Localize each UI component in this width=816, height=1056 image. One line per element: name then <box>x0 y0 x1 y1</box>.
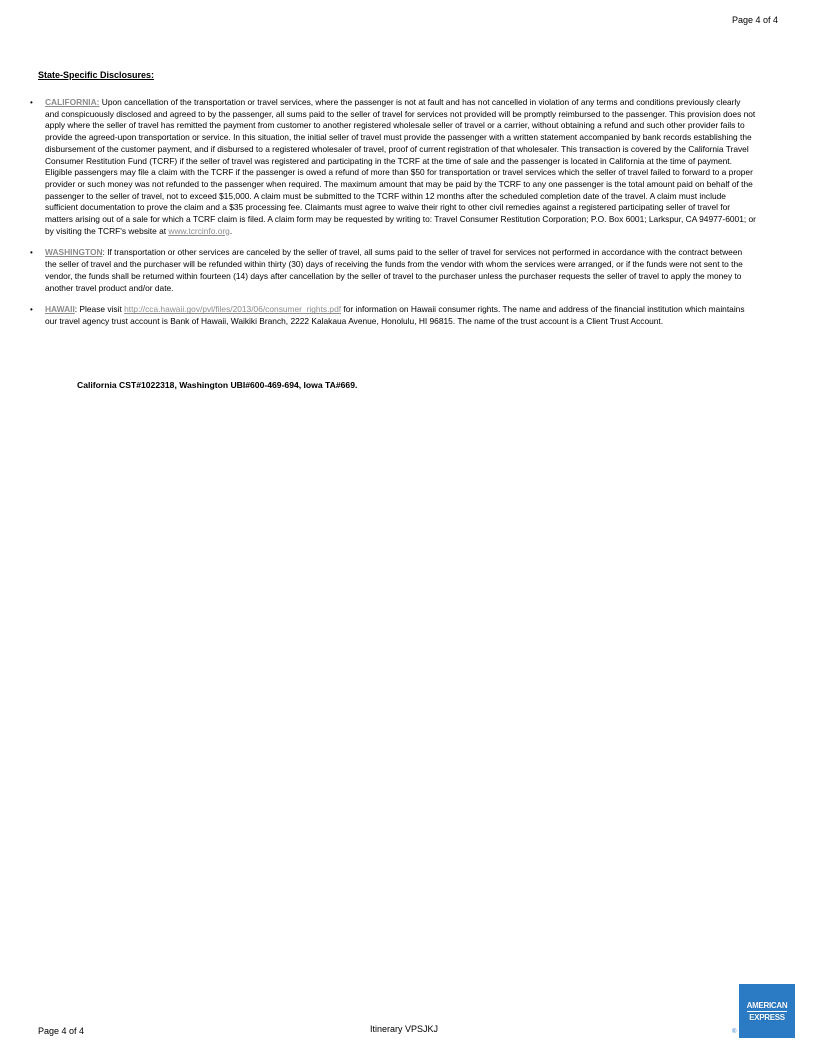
hawaii-text-end: for information on Hawaii consumer rights. The name and address of the financial institution which maintains our travel agency trust account is Bank of Hawaii, Waikiki Branch, 2222 Kalakaua Avenue, Honolulu, HI 96815. The name of the trust account is a Client Trust Account. <box>45 304 745 326</box>
hawaii-link[interactable]: HAWAII <box>45 304 75 315</box>
logo-line-express: EXPRESS <box>749 1012 785 1022</box>
registered-mark: ® <box>732 1029 737 1035</box>
california-link[interactable]: CALIFORNIA: <box>45 97 100 107</box>
washington-text: : If transportation or other services are canceled by the seller of travel, all sums paid to the seller of travel for services not performed in accordance with the contract between the seller of travel and the purchaser will be refunded within thirty (30) days of receiving the funds from the vendor with whom the services were arranged, or if the funds were not sent to the vendor, the funds shall be returned within fourteen (14) days after cancellation by the seller of travel to the purchaser unless the purchaser requests the seller of travel to apply the money to another travel product and/or date. <box>45 247 743 293</box>
california-text: Upon cancellation of the transportation or travel services, where the passenger is not at fault and has not cancelled in violation of any terms and conditions previously clearly and conspicuously disclosed and agreed to by the passenger, all sums paid to the seller of travel for services not provided will be promptly reimbursed to the passenger. This provision does not apply where the seller of travel has remitted the payment from customer to another registered wholesale seller of travel or a carrier, without obtaining a refund and such other provider fails to provide the agreed-upon transportation or service. In this situation, the initial seller of travel must provide the passenger with a written statement accompanied by bank records establishing the disbursement of the customer payment, and if disbursed to a registered wholesaler of travel, proof of current registration of that wholesaler. This transaction is covered by the California Travel Consumer Restitution Fund (TCRF) if the seller of travel was registered and participating in the TCRF at the time of sale and the passenger is located in California at the time of payment. Eligible passengers may file a claim with the TCRF if the passenger is owed a refund of more than $50 for transportation or travel services which the seller of travel failed to forward to a proper provider or such money was not refunded to the passenger when required. The maximum amount that may be paid by the TCRF to any one passenger is the total amount paid on behalf of the passenger to the seller of travel, not to exceed $15,000. A claim must be submitted to the TCRF within 12 months after the scheduled completion date of the travel. A claim must include sufficient documentation to prove the claim and a $35 processing fee. Claimants must agree to waive their right to other civil remedies against a registered participating seller of travel for matters arising out of a sale for which a TCRF claim is filed. A claim form may be requested by writing to: Travel Consumer Restitution Corporation; P.O. Box 6001; Larkspur, CA 94977-6001; or by visiting the TCRF's website at <box>45 97 756 236</box>
page-number-footer: Page 4 of 4 <box>38 1026 85 1036</box>
disclosures-list <box>30 97 756 338</box>
logo-line-american: AMERICAN <box>746 1000 788 1010</box>
bullet: • <box>30 305 33 315</box>
disclosure-washington <box>30 247 756 294</box>
section-heading: State-Specific Disclosures: <box>38 70 155 80</box>
registration-numbers: California CST#1022318, Washington UBI#600-469-694, Iowa TA#669. <box>77 380 358 390</box>
itinerary-number: Itinerary VPSJKJ <box>370 1024 439 1034</box>
hawaii-text: : Please visit <box>74 304 125 315</box>
american-express-logo <box>739 984 795 1038</box>
disclosure-california <box>30 97 756 237</box>
page-number-top: Page 4 of 4 <box>731 15 778 25</box>
washington-link[interactable]: WASHINGTON <box>45 247 103 258</box>
hawaii-consumer-rights-link[interactable]: http://cca.hawaii.gov/pvl/files/2013/06/consumer_rights.pdf <box>124 304 342 315</box>
california-text-end: . <box>229 225 233 236</box>
tcrf-website-link[interactable]: www.tcrcinfo.org <box>168 225 230 236</box>
disclosure-hawaii <box>30 304 756 327</box>
bullet: • <box>30 248 33 258</box>
bullet: • <box>30 98 33 107</box>
